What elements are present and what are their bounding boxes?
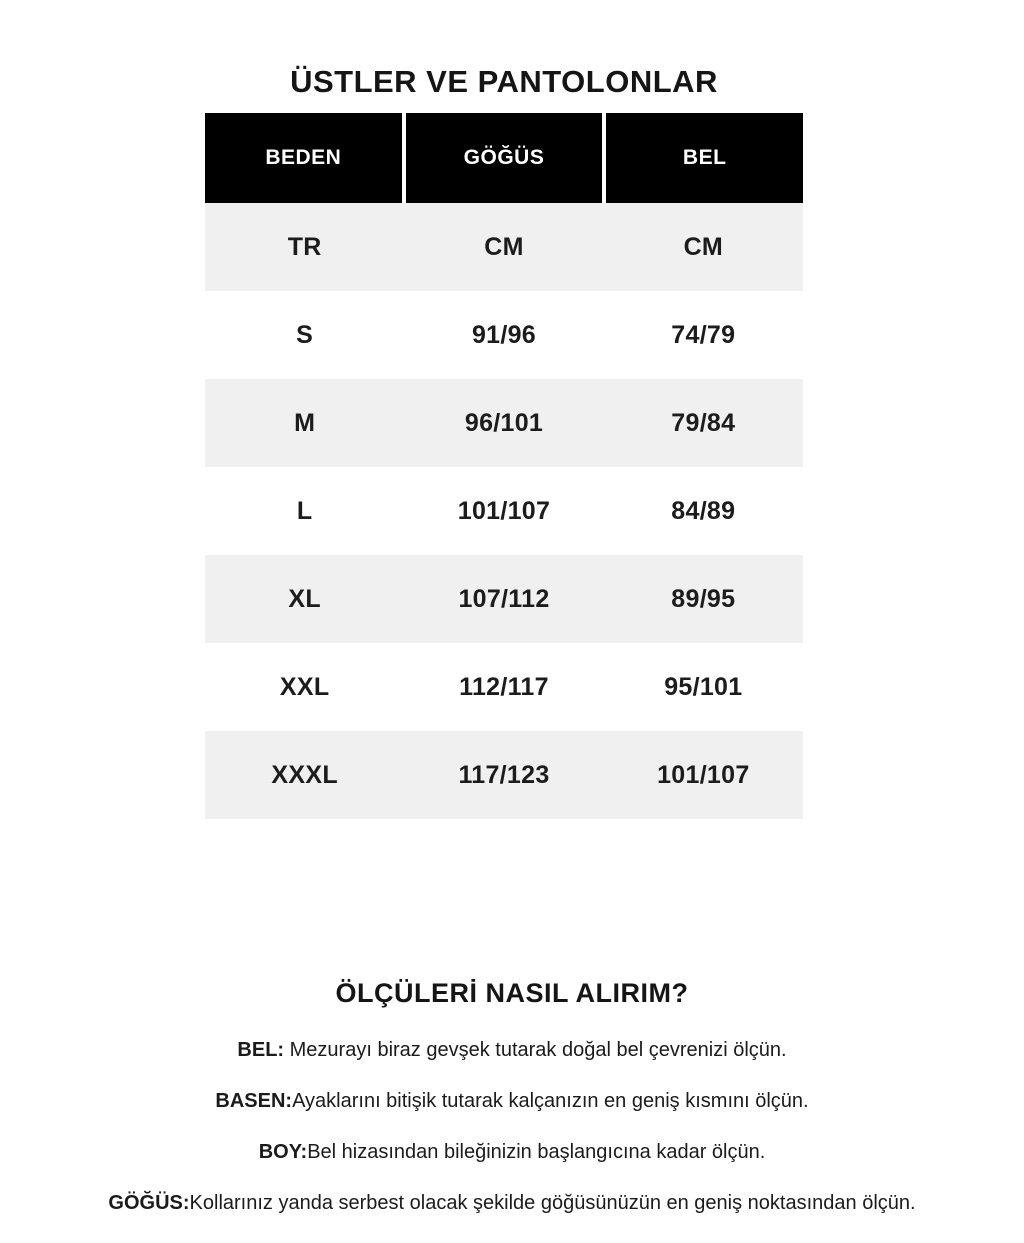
table-row-units (205, 203, 803, 291)
guide-heading: ÖLÇÜLERİ NASIL ALIRIM? (335, 978, 689, 1008)
cell-waist: 101/107 (657, 760, 750, 789)
guide-text-basen: Ayaklarını bitişik tutarak kalçanızın en geniş kısmını ölçün. (292, 1090, 809, 1112)
guide-label-bel: BEL: (237, 1039, 285, 1061)
cell-waist: 79/84 (671, 408, 736, 437)
measurement-guide (0, 978, 1024, 1214)
guide-label-boy: BOY: (258, 1141, 308, 1163)
cell-size: S (296, 320, 314, 349)
column-header-bel: BEL (606, 113, 803, 203)
cell-waist: 74/79 (671, 320, 736, 349)
page-title: ÜSTLER VE PANTOLONLAR (290, 64, 718, 99)
cell-waist: 95/101 (664, 672, 743, 701)
cell-chest: 96/101 (464, 408, 544, 437)
guide-line-basen (0, 1090, 1024, 1112)
cell-size: XL (288, 584, 321, 613)
guide-line-bel (0, 1039, 1024, 1061)
table-row-xxl (205, 643, 803, 731)
cell-chest: 101/107 (457, 496, 551, 525)
cell-chest: 107/112 (458, 584, 550, 613)
table-row-xxxl (205, 731, 803, 819)
cell-size: XXXL (271, 760, 338, 789)
size-table (205, 113, 803, 819)
cell-size-unit: TR (287, 232, 322, 261)
cell-chest: 117/123 (458, 760, 550, 789)
table-row-m (205, 379, 803, 467)
column-header-gogus: GÖĞÜS (406, 113, 603, 203)
guide-text-boy: Bel hizasından bileğinizin başlangıcına kadar ölçün. (307, 1141, 766, 1163)
cell-waist-unit: CM (683, 232, 724, 261)
guide-line-boy (0, 1141, 1024, 1163)
cell-size: L (296, 496, 313, 525)
guide-text-gogus: Kollarınız yanda serbest olacak şekilde göğüsünüzün en geniş noktasından ölçün. (189, 1192, 916, 1214)
table-row-s (205, 291, 803, 379)
guide-line-gogus (0, 1192, 1024, 1214)
table-row-xl (205, 555, 803, 643)
cell-chest: 91/96 (471, 320, 537, 349)
cell-waist: 89/95 (671, 584, 736, 613)
cell-chest-unit: CM (484, 232, 524, 261)
column-header-beden: BEDEN (205, 113, 402, 203)
table-row-l (205, 467, 803, 555)
cell-chest: 112/117 (459, 672, 549, 701)
cell-waist: 84/89 (671, 496, 736, 525)
cell-size: XXL (279, 672, 330, 701)
guide-label-gogus: GÖĞÜS: (108, 1192, 190, 1214)
size-table-header-row (205, 113, 803, 203)
guide-label-basen: BASEN: (215, 1090, 293, 1112)
guide-text-bel: Mezurayı biraz gevşek tutarak doğal bel çevrenizi ölçün. (284, 1039, 787, 1061)
cell-size: M (294, 408, 316, 437)
